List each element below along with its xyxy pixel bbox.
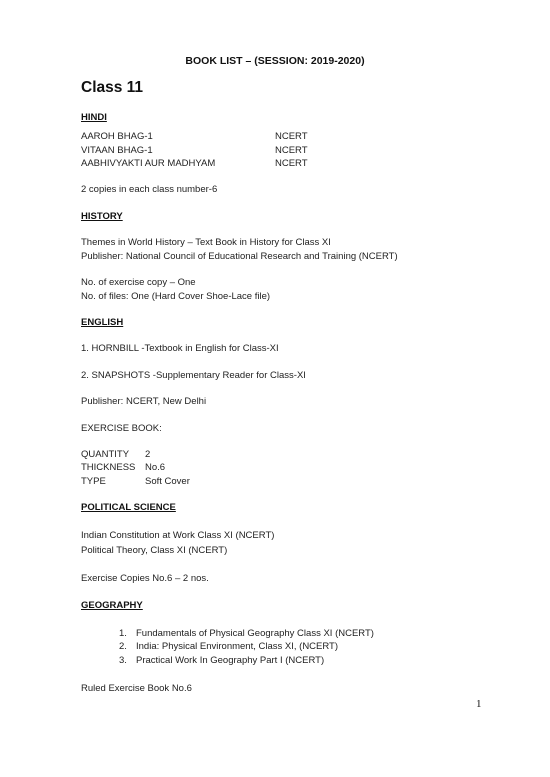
list-number: 3.: [119, 655, 127, 666]
polsci-book: Political Theory, Class XI (NCERT): [81, 545, 228, 556]
spec-value: 2: [145, 449, 151, 460]
page-number: 1: [476, 698, 482, 710]
book-title: VITAAN BHAG-1: [81, 145, 153, 156]
polsci-note: Exercise Copies No.6 – 2 nos.: [81, 573, 209, 584]
section-heading-hindi: HINDI: [81, 112, 107, 123]
history-book: Themes in World History – Text Book in History for Class XI: [81, 237, 331, 248]
history-note: No. of exercise copy – One: [81, 277, 196, 288]
book-title: AABHIVYAKTI AUR MADHYAM: [81, 158, 216, 169]
class-heading: Class 11: [81, 79, 144, 96]
page-title: BOOK LIST – (SESSION: 2019-2020): [185, 55, 365, 67]
book-publisher: NCERT: [275, 158, 308, 169]
english-book-snapshots: 2. SNAPSHOTS -Supplementary Reader for Class-XI: [81, 370, 306, 381]
hindi-note: 2 copies in each class number-6: [81, 184, 218, 195]
geography-book: India: Physical Environment, Class XI, (NCERT): [136, 641, 339, 652]
book-publisher: NCERT: [275, 131, 308, 142]
list-number: 1.: [119, 628, 127, 639]
english-publisher-value: NCERT, New Delhi: [126, 396, 207, 407]
spec-value: No.6: [145, 462, 166, 473]
english-book-hornbill: 1. HORNBILL -Textbook in English for Class-XI: [81, 343, 279, 354]
section-heading-political-science: POLITICAL SCIENCE: [81, 502, 176, 513]
section-heading-geography: GEOGRAPHY: [81, 600, 143, 611]
book-title: AAROH BHAG-1: [81, 131, 153, 142]
spec-value: Soft Cover: [145, 476, 190, 487]
geography-book: Fundamentals of Physical Geography Class XI (NCERT): [136, 628, 374, 639]
polsci-book: Indian Constitution at Work Class XI (NCERT): [81, 530, 275, 541]
history-publisher: Publisher: National Council of Educational Research and Training (NCERT): [81, 251, 398, 262]
english-exercise-label: EXERCISE BOOK:: [81, 423, 162, 434]
english-publisher-label: Publisher:: [81, 396, 124, 407]
spec-key: QUANTITY: [81, 449, 130, 460]
geography-note: Ruled Exercise Book No.6: [81, 683, 192, 694]
geography-book: Practical Work In Geography Part I (NCERT): [136, 655, 325, 666]
section-heading-history: HISTORY: [81, 211, 123, 222]
spec-key: THICKNESS: [81, 462, 136, 473]
section-heading-english: ENGLISH: [81, 317, 124, 328]
spec-key: TYPE: [81, 476, 106, 487]
book-publisher: NCERT: [275, 145, 308, 156]
list-number: 2.: [119, 641, 127, 652]
history-note: No. of files: One (Hard Cover Shoe-Lace file): [81, 291, 271, 302]
